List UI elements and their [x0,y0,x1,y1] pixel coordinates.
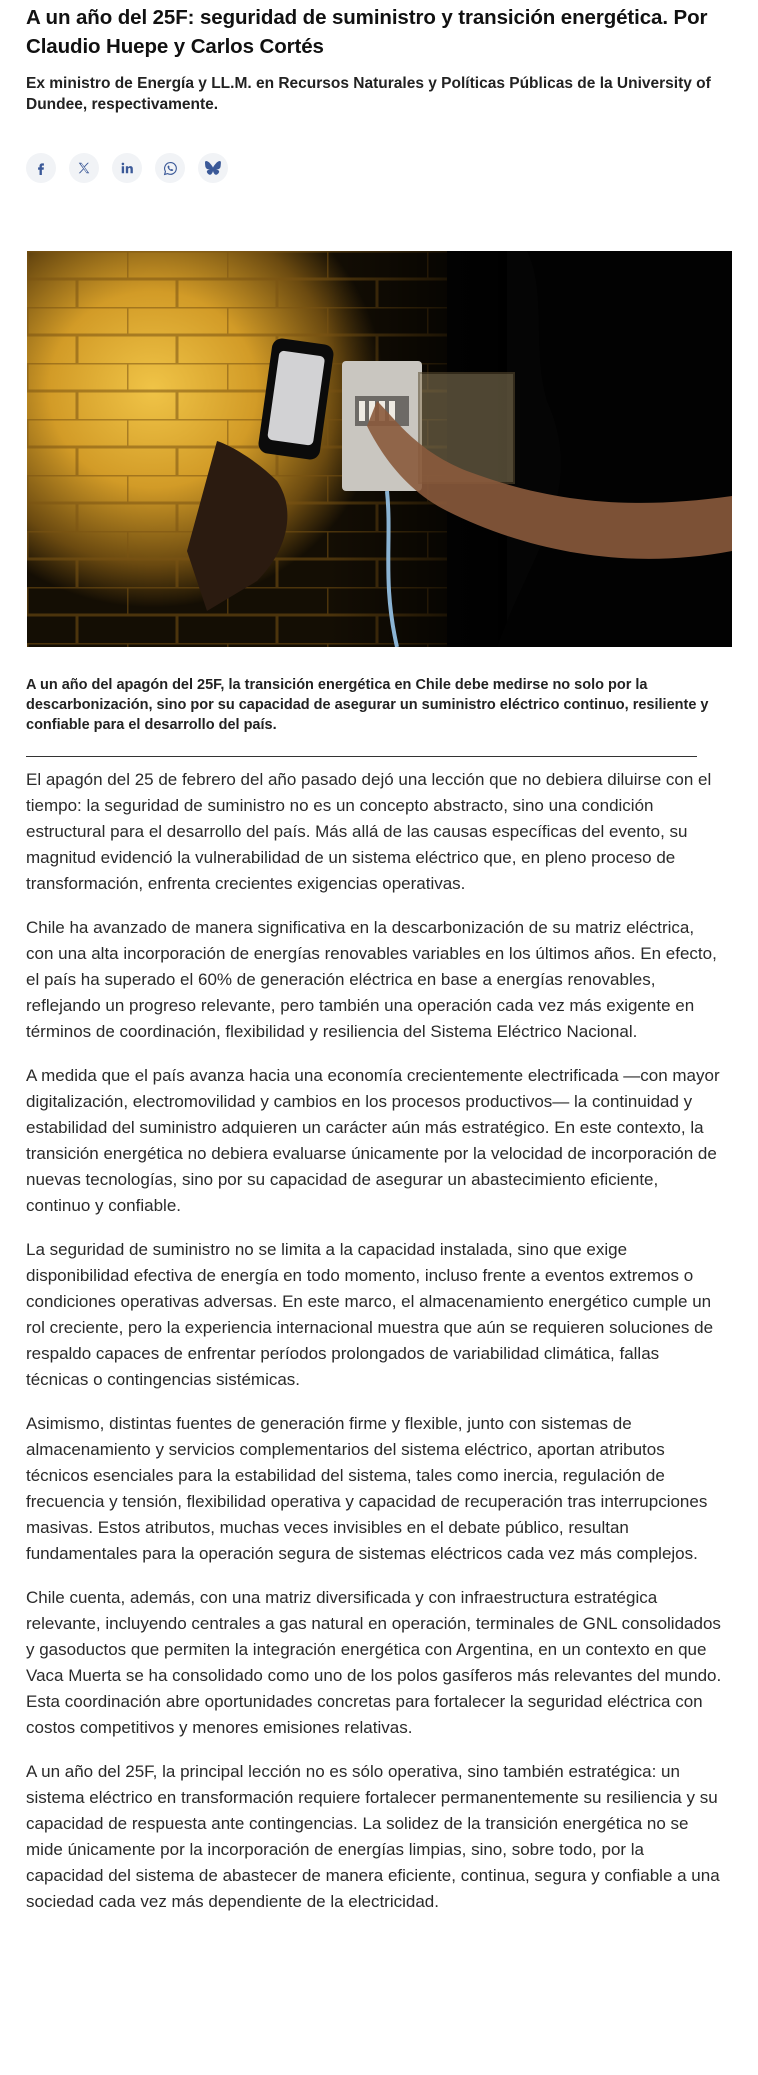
photo-power-outage-illustration [27,251,732,647]
share-bar [26,153,228,183]
article-subtitle: Ex ministro de Energía y LL.M. en Recursos Naturales y Políticas Públicas de la University of Dundee, respectivamente. [26,75,711,113]
article-body [26,767,726,1933]
article-photo [27,251,732,647]
body-paragraph: El apagón del 25 de febrero del año pasado dejó una lección que no debiera diluirse con el tiempo: la seguridad de suministro no es un concepto abstracto, sino una condición estructural para el desarrollo del país. Más allá de las causas específicas del evento, su magnitud evidenció la vulnerabilidad de un sistema eléctrico que, en pleno proceso de transformación, enfrenta crecientes exigencias operativas. [26,770,712,893]
body-paragraph: A medida que el país avanza hacia una economía crecientemente electrificada —con mayor digitalización, electromovilidad y cambios en los procesos productivos— la continuidad y estabilidad del suministro adquieren un carácter aún más estratégico. En este contexto, la transición energética no debiera evaluarse únicamente por la velocidad de incorporación de nuevas tecnologías, sino por su capacidad de asegurar un abastecimiento eficiente, continuo y confiable. [26,1066,720,1215]
whatsapp-icon [163,161,178,176]
body-paragraph: La seguridad de suministro no se limita a la capacidad instalada, sino que exige disponibilidad efectiva de energía en todo momento, incluso frente a eventos extremos o condiciones operativas adversas. En este marco, el almacenamiento energético cumple un rol creciente, pero la experiencia internacional muestra que aún se requieren soluciones de respaldo capaces de enfrentar períodos prolongados de variabilidad climática, fallas técnicas o contingencias sistémicas. [26,1240,714,1389]
share-whatsapp-button[interactable] [155,153,185,183]
article-title: A un año del 25F: seguridad de suministro y transición energética. Por Claudio Huepe y Carlos Cortés [26,6,708,58]
linkedin-icon [120,161,134,175]
body-paragraph: Chile cuenta, además, con una matriz diversificada y con infraestructura estratégica relevante, incluyendo centrales a gas natural en operación, terminales de GNL consolidados y gasoductos que permiten la integración energética con Argentina, en un contexto en que Vaca Muerta se ha consolidado como uno de los polos gasíferos más relevantes del mundo. Esta coordinación abre oportunidades concretas para fortalecer la seguridad eléctrica con costos competitivos y menores emisiones relativas. [26,1588,722,1737]
x-icon [77,161,91,175]
bluesky-icon [205,161,221,175]
share-x-button[interactable] [69,153,99,183]
facebook-icon [34,161,48,175]
photo-caption: A un año del apagón del 25F, la transición energética en Chile debe medirse no solo por la descarbonización, sino por su capacidad de asegurar un suministro eléctrico continuo, resiliente y confiable para el desarrollo del país. [26,677,709,733]
share-linkedin-button[interactable] [112,153,142,183]
body-paragraph: Chile ha avanzado de manera significativa en la descarbonización de su matriz eléctrica, con una alta incorporación de energías renovables variables en los últimos años. En efecto, el país ha superado el 60% de generación eléctrica en base a energías renovables, reflejando un progreso relevante, pero también una operación cada vez más exigente en términos de coordinación, flexibilidad y resiliencia del Sistema Eléctrico Nacional. [26,918,717,1041]
share-bluesky-button[interactable] [198,153,228,183]
body-paragraph: A un año del 25F, la principal lección no es sólo operativa, sino también estratégica: un sistema eléctrico en transformación requiere fortalecer permanentemente su resiliencia y su capacidad de respuesta ante contingencias. La solidez de la transición energética no se mide únicamente por la incorporación de energías limpias, sino, sobre todo, por la capacidad del sistema de abastecer de manera eficiente, continua, segura y confiable a una sociedad cada vez más dependiente de la electricidad. [26,1762,720,1911]
share-facebook-button[interactable] [26,153,56,183]
caption-divider [26,756,697,757]
body-paragraph: Asimismo, distintas fuentes de generación firme y flexible, junto con sistemas de almacenamiento y servicios complementarios del sistema eléctrico, aportan atributos técnicos esenciales para la estabilidad del sistema, tales como inercia, regulación de frecuencia y tensión, flexibilidad operativa y capacidad de recuperación tras interrupciones masivas. Estos atributos, muchas veces invisibles en el debate público, resultan fundamentales para la operación segura de sistemas eléctricos cada vez más complejos. [26,1414,708,1563]
